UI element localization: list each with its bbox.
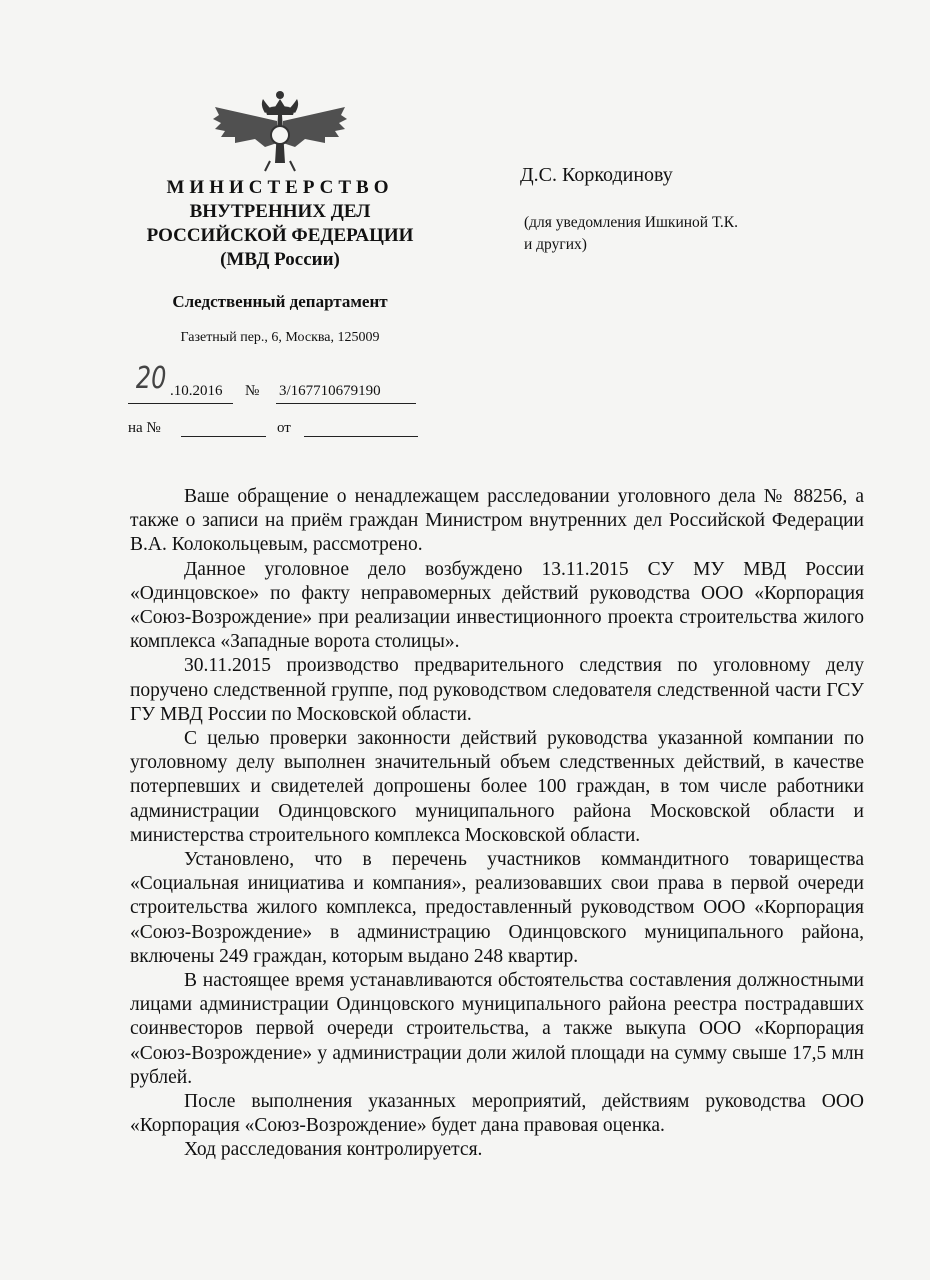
ministry-title-line1: МИНИСТЕРСТВО bbox=[166, 177, 394, 198]
body-paragraph: 30.11.2015 производство предварительного следствия по уголовному делу поручено следственной группе, под руководством следователя следственной части ГСУ ГУ МВД России по Московской области. bbox=[130, 655, 864, 725]
number-underline bbox=[276, 403, 416, 404]
ministry-abbreviation: (МВД России) bbox=[220, 249, 340, 270]
department-address: Газетный пер., 6, Москва, 125009 bbox=[180, 330, 380, 345]
recipient-note-line1: (для уведомления Ишкиной Т.К. bbox=[524, 214, 738, 231]
date-underline bbox=[128, 403, 233, 404]
recipient-name: Д.С. Коркодинову bbox=[520, 164, 673, 186]
reply-reference bbox=[128, 420, 428, 440]
recipient-note-line2: и других) bbox=[524, 236, 587, 253]
body-paragraph: В настоящее время устанавливаются обстоятельства составления должностными лицами администрации Одинцовского муниципального района реестра пострадавших соинвесторов первой очереди строительства, а также выкупа ООО «Корпорация «Союз-Возрождение» у администрации доли жилой площади на сумму свыше 17,5 млн рублей. bbox=[130, 970, 864, 1088]
body-paragraph: Ход расследования контролируется. bbox=[184, 1139, 483, 1161]
body-paragraph: Установлено, что в перечень участников коммандитного товарищества «Социальная инициатива и компания», реализовавших свои права в первой очереди строительства жилого комплекса, предоставленный руководством ООО «Корпорация «Союз-Возрождение» в администрацию Одинцовского муниципального района, включены 249 граждан, которым выдано 248 квартир. bbox=[130, 849, 864, 967]
registry-date-number bbox=[128, 361, 428, 409]
ministry-title-line2: ВНУТРЕННИХ ДЕЛ bbox=[189, 201, 371, 222]
registry-date: .10.2016 bbox=[170, 383, 223, 399]
department-name: Следственный департамент bbox=[172, 292, 388, 311]
registry-number: 3/167710679190 bbox=[279, 383, 381, 399]
body-paragraph: С целью проверки законности действий руководства указанной компании по уголовному делу выполнен значительный объем следственных действий, в качестве потерпевших и свидетелей допрошены более 100 граждан, в том числе работники администрации Одинцовского муниципального района Московской области и министерства строительного комплекса Московской области. bbox=[130, 728, 864, 846]
number-label: № bbox=[245, 383, 260, 399]
body-paragraph: Ваше обращение о ненадлежащем расследовании уголовного дела № 88256, а также о записи на приём граждан Министром внутренних дел Российской Федерации В.А. Колокольцевым, рассмотрено. bbox=[130, 486, 864, 556]
body-paragraph: Данное уголовное дело возбуждено 13.11.2015 СУ МУ МВД России «Одинцовское» по факту неправомерных действий руководства ООО «Корпорация «Союз-Возрождение» при реализации инвестиционного проекта строительства жилого комплекса «Западные ворота столицы». bbox=[130, 558, 864, 653]
ministry-title-line3: РОССИЙСКОЙ ФЕДЕРАЦИИ bbox=[146, 225, 414, 246]
double-headed-eagle-emblem-icon bbox=[205, 85, 355, 175]
reply-number-blank bbox=[181, 436, 266, 437]
body-paragraph: После выполнения указанных мероприятий, действиям руководства ООО «Корпорация «Союз-Возрождение» будет дана правовая оценка. bbox=[130, 1091, 864, 1137]
handwritten-day: 20 bbox=[135, 361, 167, 396]
reply-date-blank bbox=[304, 436, 418, 437]
reply-number-label: на № bbox=[128, 420, 161, 436]
letter-body bbox=[130, 485, 864, 1163]
recipient-note bbox=[524, 212, 738, 256]
reply-from-label: от bbox=[277, 420, 291, 436]
